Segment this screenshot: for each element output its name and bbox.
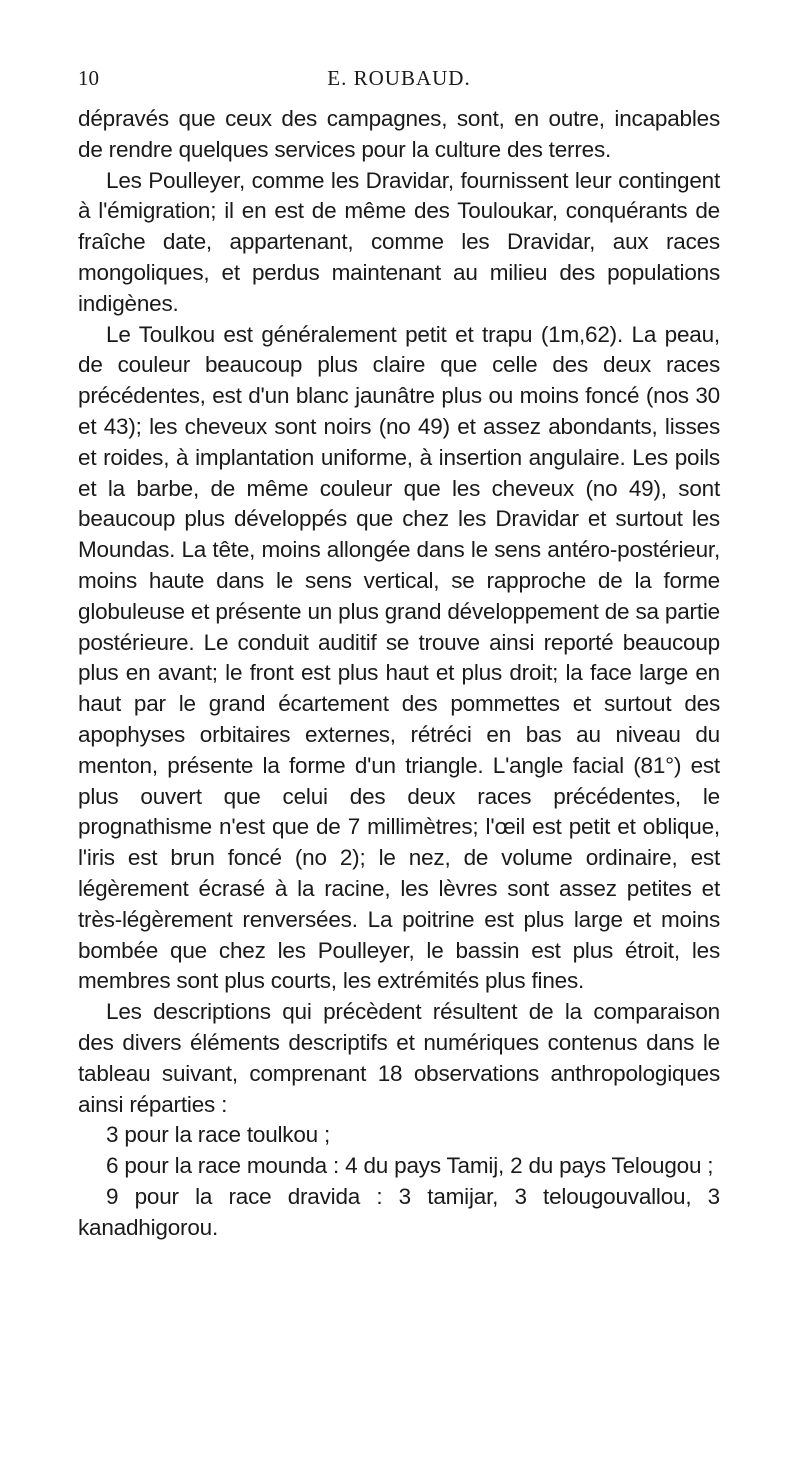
- page-number: 10: [78, 66, 99, 90]
- body-text: [78, 104, 720, 1243]
- paragraph-observations: Les descriptions qui précèdent résultent de la comparaison des divers éléments descriptifs et numériques contenus dans le tableau suivant, comprenant 18 observations anthropologiques ainsi réparties :: [78, 999, 720, 1117]
- list-item-mounda: 6 pour la race mounda : 4 du pays Tamij, 2 du pays Telougou ;: [106, 1153, 714, 1179]
- paragraph-continued: dépravés que ceux des campagnes, sont, en outre, incapables de rendre quelques services pour la culture des terres.: [78, 106, 720, 162]
- paragraph-toulkou-description: Le Toulkou est généralement petit et trapu (1m,62). La peau, de couleur beaucoup plus claire que celle des deux races précédentes, est d'un blanc jaunâtre plus ou moins foncé (nos 30 et 43); les cheveux sont noirs (no 49) et assez abondants, lisses et roides, à implantation uniforme, à insertion angulaire. Les poils et la barbe, de même couleur que les cheveux (no 49), sont beaucoup plus développés que chez les Dravidar et surtout les Moundas. La tête, moins allongée dans le sens antéro-postérieur, moins haute dans le sens vertical, se rapproche de la forme globuleuse et présente un plus grand développement de sa partie postérieure. Le conduit auditif se trouve ainsi reporté beaucoup plus en avant; le front est plus haut et plus droit; la face large en haut par le grand écartement des pommettes et surtout des apophyses orbitaires externes, rétréci en bas au niveau du menton, présente la forme d'un triangle. L'angle facial (81°) est plus ouvert que celui des deux races précédentes, le prognathisme n'est que de 7 millimètres; l'œil est petit et oblique, l'iris est brun foncé (no 2); le nez, de volume ordinaire, est légèrement écrasé à la racine, les lèvres sont assez petites et très-légèrement renversées. La poitrine est plus large et moins bombée que chez les Poulleyer, le bassin est plus étroit, les membres sont plus courts, les extrémités plus fines.: [78, 321, 720, 994]
- page-header: [78, 66, 720, 96]
- paragraph-emigration: Les Poulleyer, comme les Dravidar, fournissent leur contingent à l'émigration; il en est de même des Touloukar, conquérants de fraîche date, appartenant, comme les Dravidar, aux races mongoliques, et perdus maintenant au milieu des populations indigènes.: [78, 167, 720, 316]
- list-item-toulkou: 3 pour la race toulkou ;: [106, 1122, 331, 1148]
- list-item-dravida: 9 pour la race dravida : 3 tamijar, 3 telougouvallou, 3 kanadhigorou.: [78, 1183, 720, 1240]
- running-head: E. ROUBAUD.: [327, 66, 471, 90]
